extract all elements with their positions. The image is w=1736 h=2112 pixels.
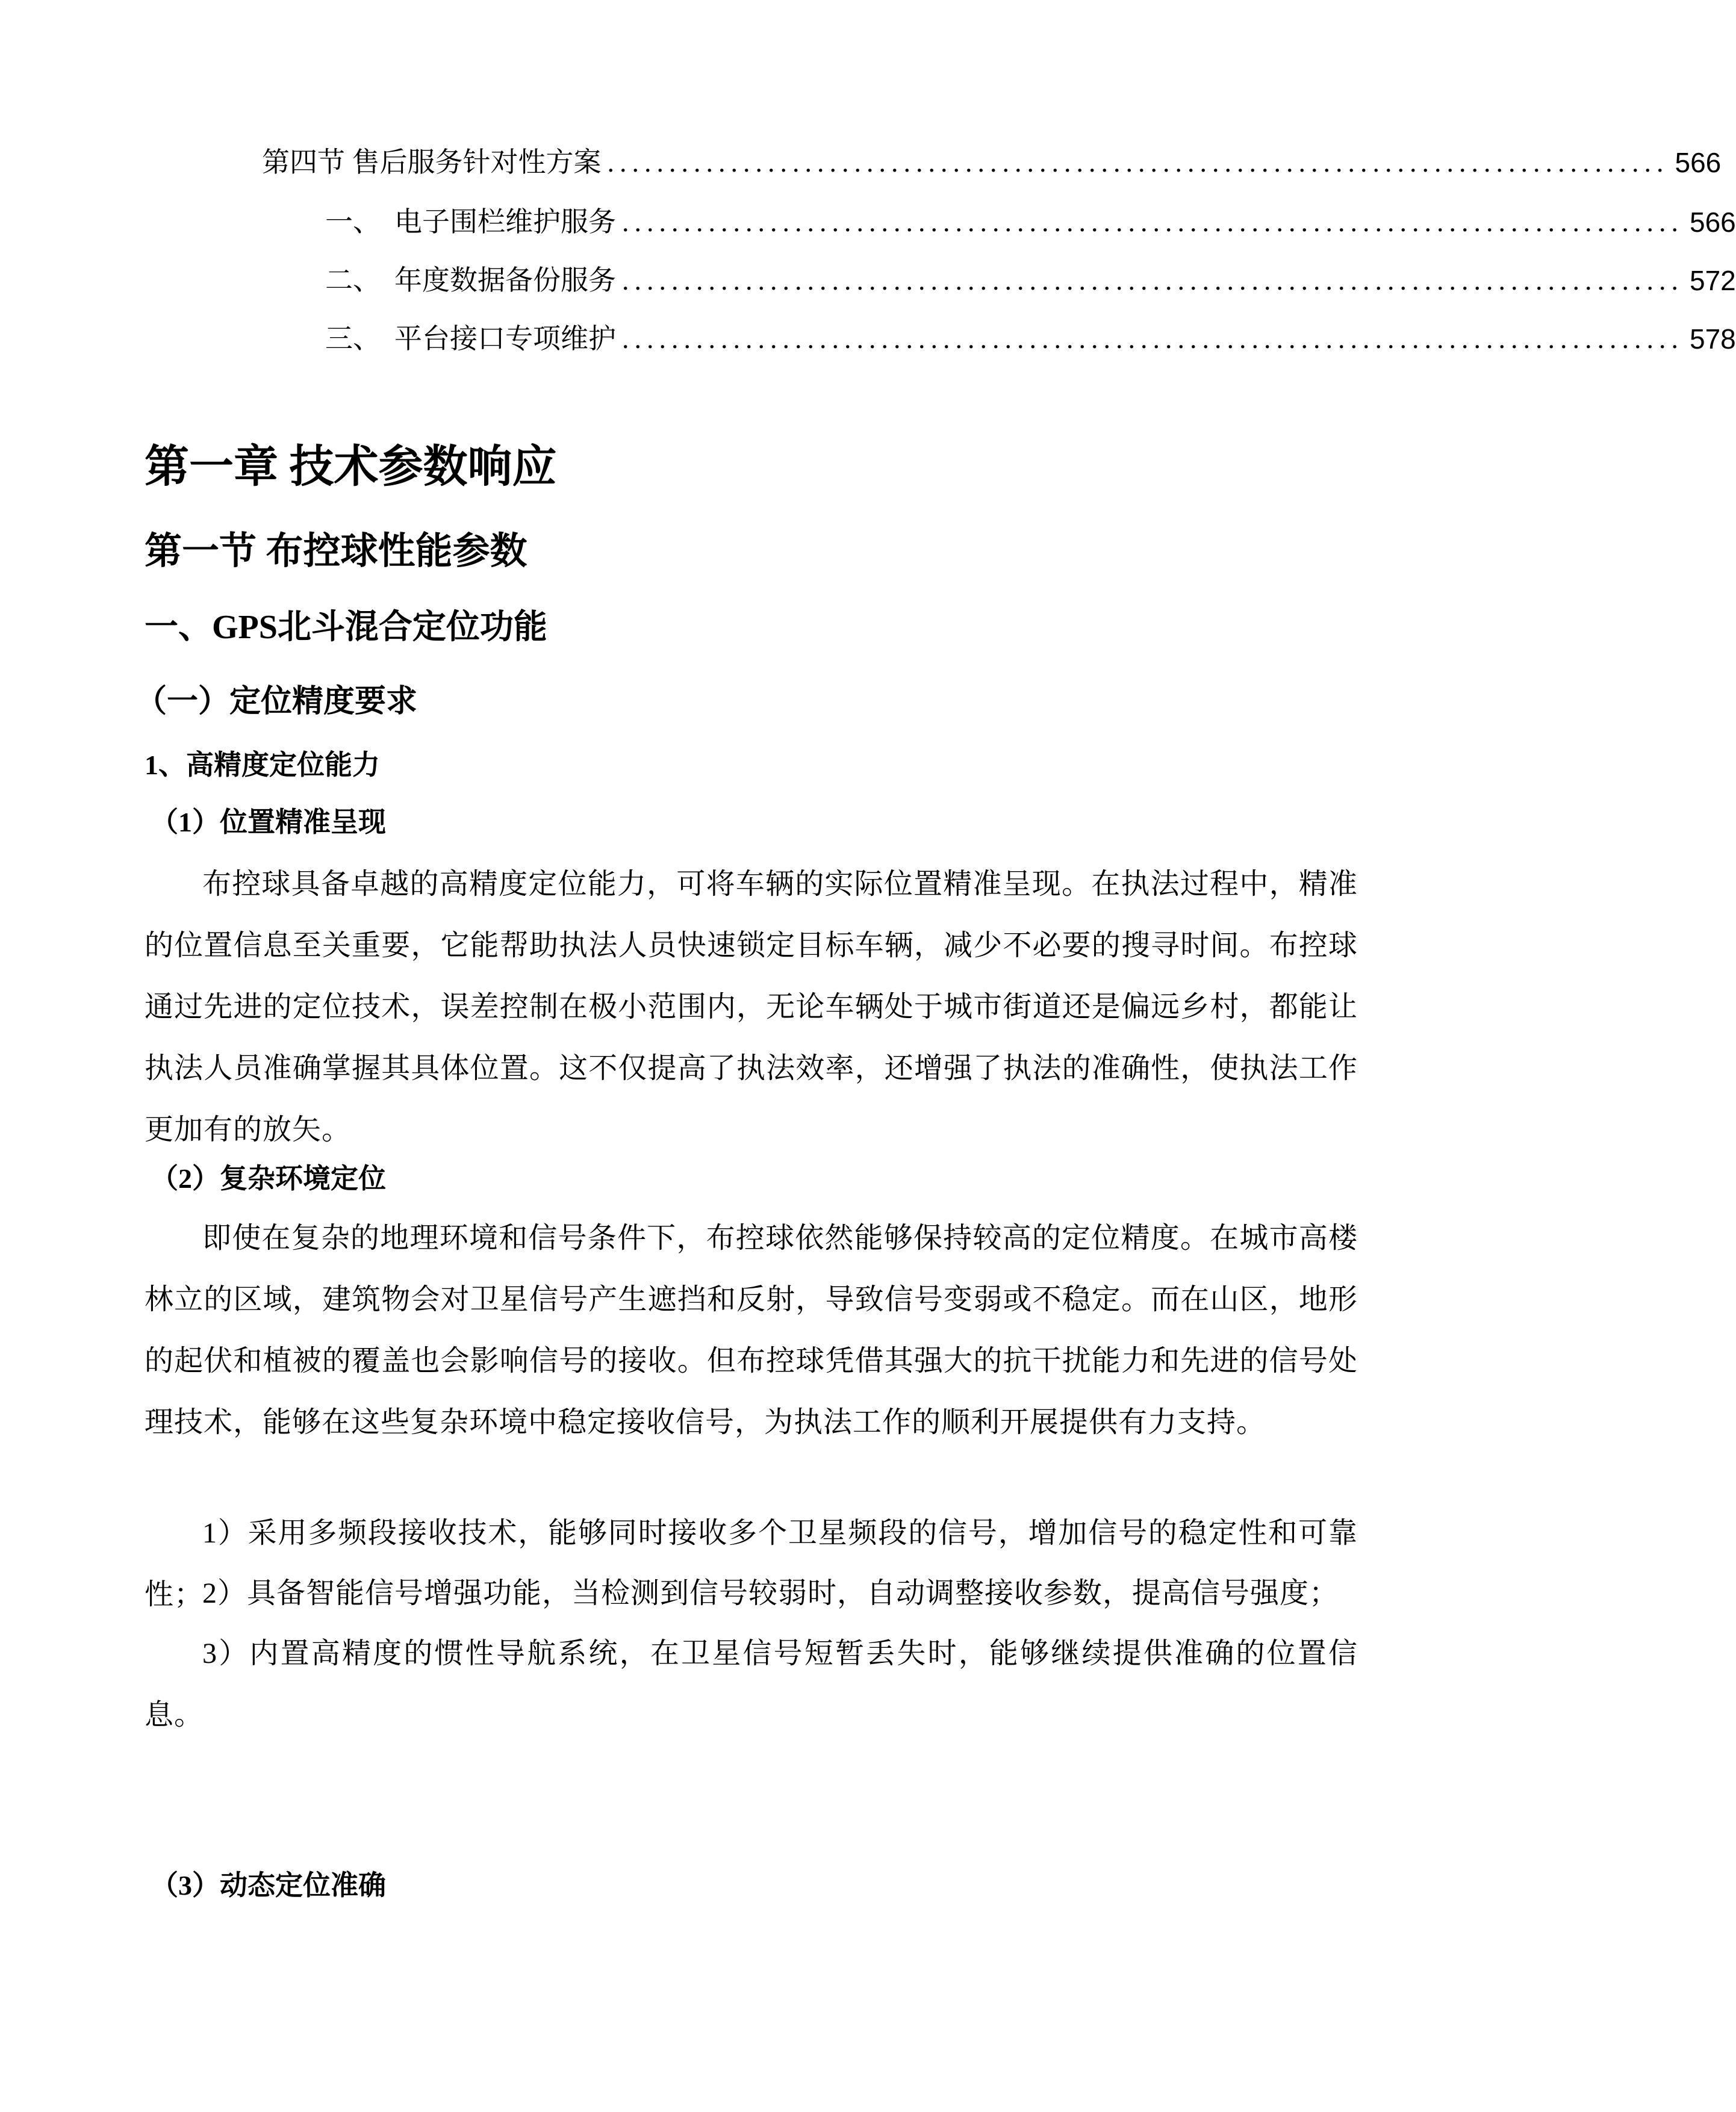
section-heading: 第一节 布控球性能参数 [145,531,527,572]
toc-leader: ...................................................................................... [607,147,1669,178]
list-item: 1）采用多频段接收技术，能够同时接收多个卫星频段的信号，增加信号的稳定性和可靠性； [145,1517,1358,1610]
toc-entry[interactable] [325,315,1736,363]
toc-entry[interactable] [262,138,1722,187]
toc-leader: ...................................................................................... [622,265,1684,296]
toc-label: 第四节 售后服务针对性方案 [262,147,602,178]
subsection-heading: 一、GPS北斗混合定位功能 [145,609,547,646]
point-heading: （2）复杂环境定位 [151,1163,386,1194]
toc-entry[interactable] [325,256,1736,305]
toc-label: 二、 年度数据备份服务 [325,265,616,296]
list-item: 3）内置高精度的惯性导航系统，在卫星信号短暂丢失时，能够继续提供准确的位置信息。 [145,1638,1358,1731]
toc-entry[interactable] [325,198,1736,246]
toc-page: 572 [1690,265,1736,296]
point-heading: （3）动态定位准确 [151,1870,386,1901]
chapter-heading: 第一章 技术参数响应 [145,443,557,492]
paragraph: 即使在复杂的地理环境和信号条件下，布控球依然能够保持较高的定位精度。在城市高楼林立的区域，建筑物会对卫星信号产生遮挡和反射，导致信号变弱或不稳定。而在山区，地形的起伏和植被的覆盖也会影响信号的接收。但布控球凭借其强大的抗干扰能力和先进的信号处理技术，能够在这些复杂环境中稳定接收信号，为执法工作的顺利开展提供有力支持。 [145,1222,1358,1438]
toc-page: 566 [1690,207,1736,238]
toc-page: 566 [1675,147,1722,178]
toc-page: 578 [1690,323,1736,355]
toc-label: 一、 电子围栏维护服务 [325,207,616,237]
item-heading: 1、高精度定位能力 [145,750,380,780]
toc-leader: ...................................................................................... [622,207,1684,237]
point-heading: （1）位置精准呈现 [151,807,386,837]
toc-leader: ...................................................................................... [622,323,1684,354]
paragraph: 布控球具备卓越的高精度定位能力，可将车辆的实际位置精准呈现。在执法过程中，精准的位置信息至关重要，它能帮助执法人员快速锁定目标车辆，减少不必要的搜寻时间。布控球通过先进的定位技术，误差控制在极小范围内，无论车辆处于城市街道还是偏远乡村，都能让执法人员准确掌握其具体位置。这不仅提高了执法效率，还增强了执法的准确性，使执法工作更加有的放矢。 [145,868,1358,1146]
list-item: 2）具备智能信号增强功能，当检测到信号较弱时，自动调整接收参数，提高信号强度； [202,1577,1339,1609]
subsubsection-heading: （一）定位精度要求 [135,685,418,719]
toc-label: 三、 平台接口专项维护 [325,323,616,354]
